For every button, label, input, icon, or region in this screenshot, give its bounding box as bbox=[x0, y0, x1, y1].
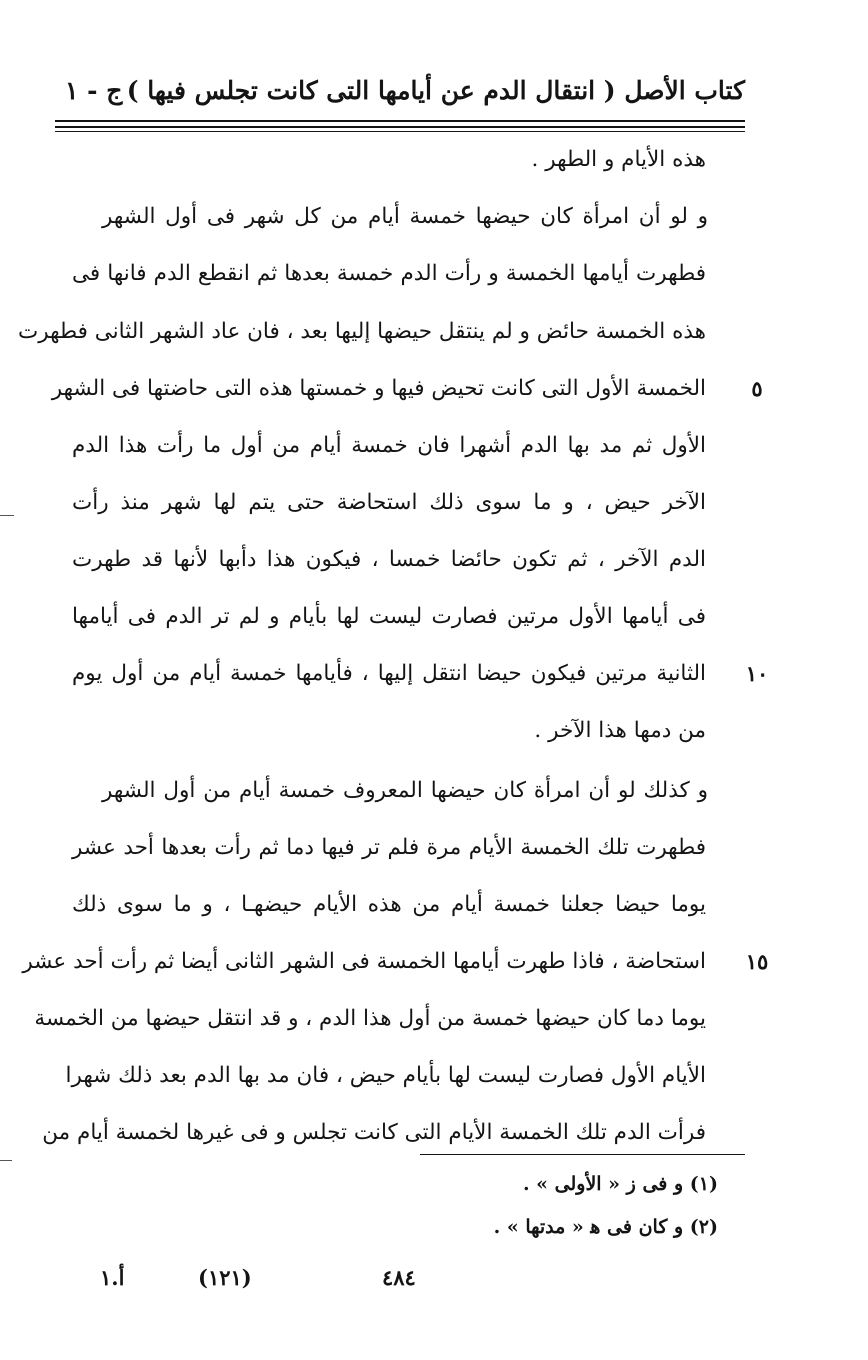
text-line: الثانية مرتين فيكون حيضا انتقل إليها ، فأيامها خمسة أيام من أول يوم bbox=[72, 661, 706, 686]
text-line: فطهرت أيامها الخمسة و رأت الدم خمسة بعدها ثم انقطع الدم فانها فى bbox=[72, 261, 706, 286]
text-line: الأيام الأول فصارت ليست لها بأيام حيض ، فان مد بها الدم بعد ذلك شهرا bbox=[65, 1063, 706, 1088]
page-number: ٤٨٤ bbox=[382, 1265, 416, 1290]
volume-label: ج - ١ bbox=[65, 76, 123, 105]
text-line: الخمسة الأول التى كانت تحيض فيها و خمستها هذه التى حاضتها فى الشهر bbox=[51, 376, 706, 401]
leaf-mark: أ.١ bbox=[100, 1265, 125, 1290]
text-line: من دمها هذا الآخر . bbox=[534, 718, 706, 743]
text-line: و كذلك لو أن امرأة كان حيضها المعروف خمسة أيام من أول الشهر bbox=[102, 778, 708, 803]
text-line: هذه الأيام و الطهر . bbox=[531, 147, 706, 172]
text-line: الآخر حيض ، و ما سوى ذلك استحاضة حتى يتم لها شهر منذ رأت bbox=[72, 490, 706, 515]
header-rule bbox=[55, 126, 745, 128]
text-line: فرأت الدم تلك الخمسة الأيام التى كانت تجلس و فى غيرها لخمسة أيام من bbox=[42, 1120, 706, 1145]
text-line: الدم الآخر ، ثم تكون حائضا خمسا ، فيكون هذا دأبها لأنها قد طهرت bbox=[72, 547, 706, 572]
text-line: الأول ثم مد بها الدم أشهرا فان خمسة أيام من أول ما رأت هذا الدم bbox=[72, 433, 706, 458]
header-rule bbox=[55, 131, 745, 132]
signature-mark: (١٢١) bbox=[198, 1265, 252, 1290]
text-line: و لو أن امرأة كان حيضها خمسة أيام من كل شهر فى أول الشهر bbox=[102, 204, 708, 229]
line-number: ١٥ bbox=[745, 949, 769, 974]
running-header bbox=[55, 72, 745, 120]
running-title: كتاب الأصل ( انتقال الدم عن أيامها التى كانت تجلس فيها ) bbox=[126, 76, 745, 105]
line-number: ٥ bbox=[751, 376, 763, 401]
margin-mark bbox=[0, 515, 14, 516]
footnote-rule bbox=[420, 1154, 745, 1155]
text-line: يوما حيضا جعلنا خمسة أيام من هذه الأيام حيضهـا ، و ما سوى ذلك bbox=[72, 892, 706, 917]
margin-mark bbox=[0, 1160, 12, 1161]
footnote: (١) و فى ز « الأولى » . bbox=[522, 1173, 718, 1195]
text-line: فطهرت تلك الخمسة الأيام مرة فلم تر فيها دما ثم رأت بعدها أحد عشر bbox=[72, 835, 707, 860]
text-line: استحاضة ، فاذا طهرت أيامها الخمسة فى الشهر الثانى أيضا ثم رأت أحد عشر bbox=[22, 949, 706, 974]
line-number: ١٠ bbox=[745, 661, 769, 686]
text-line: هذه الخمسة حائض و لم ينتقل حيضها إليها بعد ، فان عاد الشهر الثانى فطهرت bbox=[17, 319, 706, 344]
text-line: فى أيامها الأول مرتين فصارت ليست لها بأيام و لم تر الدم فى أيامها bbox=[72, 604, 706, 629]
header-rule bbox=[55, 120, 745, 122]
text-line: يوما دما كان حيضها خمسة من أول هذا الدم ، و قد انتقل حيضها من الخمسة bbox=[34, 1006, 706, 1031]
footnote: (٢) و كان فى ﻫ « مدتها » . bbox=[493, 1216, 718, 1238]
